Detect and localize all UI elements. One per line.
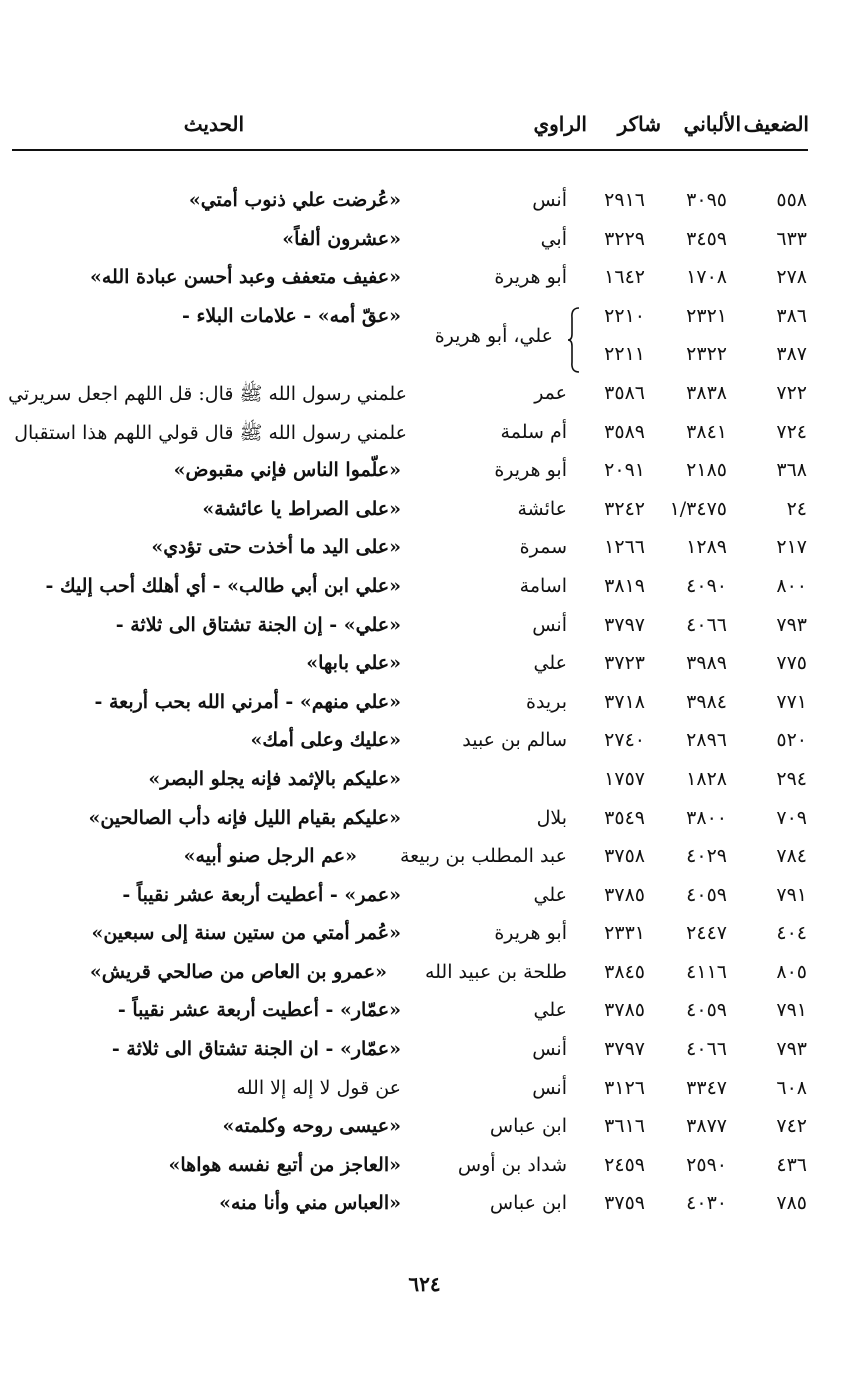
cell-daif: ٤٣٦	[776, 1153, 807, 1176]
cell-hadith: «عمر» - أعطيت أربعة عشر نقيباً -	[122, 883, 401, 906]
cell-hadith: «عليك وعلى أمك»	[250, 729, 401, 752]
cell-rawi: أنس	[532, 1038, 567, 1061]
cell-albani: ١٢٨٩	[686, 536, 727, 559]
cell-rawi: علي	[533, 999, 567, 1022]
cell-daif: ٢٧٨	[776, 266, 807, 289]
cell-shakir: ٣٢٢٩	[604, 227, 645, 250]
cell-shakir: ١٢٦٦	[604, 536, 645, 559]
cell-rawi: أم سلمة	[500, 420, 567, 443]
cell-albani: ٣٨٧٧	[686, 1115, 727, 1138]
cell-daif: ٥٢٠	[776, 729, 807, 752]
cell-albani: ٣٩٨٤	[686, 690, 727, 713]
cell-albani: ٤٠٣٠	[686, 1192, 727, 1215]
cell-daif: ٧٧١	[776, 690, 807, 713]
cell-shakir: ١٦٤٢	[604, 266, 645, 289]
table-row	[0, 1071, 849, 1110]
cell-shakir: ٢٩١٦	[604, 189, 645, 211]
cell-rawi: أبو هريرة	[494, 459, 567, 482]
grouping-brace-icon	[567, 306, 581, 374]
cell-daif: ٥٥٨	[776, 189, 807, 211]
cell-daif: ٢١٧	[776, 536, 807, 559]
table-body	[0, 183, 849, 1225]
table-row	[0, 415, 849, 454]
header-hadith: الحديث	[183, 112, 244, 136]
cell-daif: ٧٢٢	[776, 381, 807, 404]
cell-hadith: عن قول لا إله إلا الله	[236, 1076, 401, 1099]
table-row	[0, 608, 849, 647]
cell-rawi: بريدة	[526, 690, 567, 713]
table-row	[0, 1186, 849, 1225]
cell-albani: ٤٠٦٦	[686, 1038, 727, 1061]
cell-hadith: «عقّ أمه» - علامات البلاء -	[181, 304, 401, 327]
cell-albani: ٢٤٤٧	[686, 922, 727, 945]
cell-albani: ٢٨٩٦	[686, 729, 727, 752]
cell-albani: ٤١١٦	[686, 960, 727, 983]
cell-rawi: عبد المطلب بن ربيعة	[399, 845, 567, 868]
table-row	[0, 260, 849, 299]
cell-hadith: «عُرضت علي ذنوب أمتي»	[188, 189, 401, 211]
table-row	[0, 839, 849, 878]
cell-shakir: ٣٥٨٦	[604, 381, 645, 404]
cell-rawi: أبي	[540, 227, 567, 250]
cell-daif: ٨٠٠	[776, 574, 807, 597]
cell-rawi: أنس	[532, 613, 567, 636]
table-row	[0, 492, 849, 531]
cell-hadith: علمني رسول الله ﷺ قال: قل اللهم اجعل سريرتي	[8, 382, 407, 405]
cell-albani: ٤٠٢٩	[686, 845, 727, 868]
header-shakir: شاكر	[617, 112, 661, 136]
cell-hadith: «عليكم بقيام الليل فإنه دأب الصالحين»	[88, 806, 401, 829]
cell-daif: ٧٢٤	[776, 420, 807, 443]
cell-albani: ١٨٢٨	[686, 767, 727, 790]
cell-albani: ٣٨٣٨	[686, 381, 727, 404]
cell-shakir: ٣٧٨٥	[604, 883, 645, 906]
cell-albani: ٣٩٨٩	[686, 652, 727, 675]
cell-daif: ٧٧٥	[776, 652, 807, 675]
table-row	[0, 183, 849, 222]
cell-albani: ٢١٨٥	[686, 459, 727, 482]
cell-shakir: ٢٢١١	[604, 343, 645, 366]
cell-rawi: ابن عباس	[489, 1115, 567, 1138]
cell-shakir: ٣٥٨٩	[604, 420, 645, 443]
cell-albani: ٤٠٥٩	[686, 883, 727, 906]
cell-hadith: «عمّار» - أعطيت أربعة عشر نقيباً -	[117, 999, 401, 1022]
cell-albani: ٢٥٩٠	[686, 1153, 727, 1176]
cell-hadith: «عفيف متعفف وعبد أحسن عبادة الله»	[89, 266, 401, 289]
cell-daif: ٢٩٤	[776, 767, 807, 790]
table-row	[0, 801, 849, 840]
cell-daif: ٣٦٨	[776, 459, 807, 482]
cell-daif: ٧٠٩	[776, 806, 807, 829]
cell-shakir: ٣٧١٨	[604, 690, 645, 713]
cell-hadith: «عمّار» - ان الجنة تشتاق الى ثلاثة -	[111, 1038, 401, 1061]
cell-hadith: «على اليد ما أخذت حتى تؤدي»	[151, 536, 401, 559]
cell-rawi: طلحة بن عبيد الله	[424, 960, 567, 983]
cell-albani: ٤٠٩٠	[686, 574, 727, 597]
cell-hadith: «علّموا الناس فإني مقبوض»	[173, 459, 401, 482]
cell-hadith: «علي منهم» - أمرني الله بحب أربعة -	[94, 690, 401, 713]
cell-hadith: «علي بابها»	[306, 652, 401, 675]
table-row	[0, 955, 849, 994]
table-row	[0, 685, 849, 724]
cell-shakir: ٢٣٣١	[604, 922, 645, 945]
cell-albani: ٢٣٢٢	[686, 343, 727, 366]
cell-shakir: ٢٧٤٠	[604, 729, 645, 752]
cell-daif: ٦٠٨	[776, 1076, 807, 1099]
cell-hadith: «عشرون ألفاً»	[282, 227, 401, 250]
cell-hadith: «عُمر أمتي من ستين سنة إلى سبعين»	[91, 922, 401, 945]
table-row	[0, 1109, 849, 1148]
cell-albani: ٣٨٠٠	[686, 806, 727, 829]
table-row	[0, 299, 849, 347]
cell-daif: ٧٩٣	[776, 613, 807, 636]
cell-daif: ٧٩١	[776, 883, 807, 906]
table-row	[0, 222, 849, 261]
cell-shakir: ٣٧٢٣	[604, 652, 645, 675]
table-row	[0, 376, 849, 415]
cell-daif: ٧٩٣	[776, 1038, 807, 1061]
table-row	[0, 646, 849, 685]
table-header	[0, 112, 849, 152]
cell-albani: ٢٣٢١	[686, 304, 727, 327]
cell-shakir: ٣٦١٦	[604, 1115, 645, 1138]
cell-shakir: ١٧٥٧	[604, 767, 645, 790]
table-row	[0, 878, 849, 917]
page-number: ٦٢٤	[408, 1272, 441, 1296]
cell-albani: ١/٣٤٧٥	[669, 497, 727, 520]
header-daif: الضعيف	[743, 112, 809, 136]
cell-hadith: «العباس مني وأنا منه»	[219, 1192, 401, 1215]
cell-hadith: «عمرو بن العاص من صالحي قريش»	[89, 960, 387, 983]
cell-daif: ٧٩١	[776, 999, 807, 1022]
cell-albani: ٤٠٦٦	[686, 613, 727, 636]
cell-rawi: عمر	[534, 381, 567, 404]
cell-rawi: سالم بن عبيد	[462, 729, 567, 752]
cell-hadith: «عم الرجل صنو أبيه»	[183, 845, 357, 868]
cell-hadith: «على الصراط يا عائشة»	[202, 497, 401, 520]
cell-shakir: ٣٢٤٢	[604, 497, 645, 520]
cell-daif: ٣٨٧	[776, 343, 807, 366]
cell-hadith: علمني رسول الله ﷺ قال قولي اللهم هذا استقبال	[14, 421, 407, 444]
cell-hadith: «عيسى روحه وكلمته»	[222, 1115, 401, 1138]
cell-albani: ٤٠٥٩	[686, 999, 727, 1022]
header-rawi: الراوي	[533, 112, 587, 136]
cell-shakir: ٣٧٨٥	[604, 999, 645, 1022]
cell-rawi: علي	[533, 883, 567, 906]
cell-daif: ٤٠٤	[776, 922, 807, 945]
table-row	[0, 762, 849, 801]
cell-daif: ٢٤	[786, 497, 807, 520]
cell-rawi: أنس	[532, 1076, 567, 1099]
cell-rawi: سمرة	[519, 536, 567, 559]
cell-albani: ٣٨٤١	[686, 420, 727, 443]
table-row	[0, 723, 849, 762]
cell-rawi: أنس	[532, 189, 567, 211]
header-divider	[12, 149, 808, 151]
cell-albani: ٣٠٩٥	[686, 189, 727, 211]
cell-hadith: «العاجز من أتبع نفسه هواها»	[168, 1153, 401, 1176]
cell-shakir: ٣٧٥٩	[604, 1192, 645, 1215]
cell-shakir: ٢٤٥٩	[604, 1153, 645, 1176]
cell-rawi: بلال	[536, 806, 567, 829]
cell-shakir: ٣١٢٦	[604, 1076, 645, 1099]
table-row	[0, 1148, 849, 1187]
cell-daif: ٣٨٦	[776, 304, 807, 327]
cell-shakir: ٣٧٥٨	[604, 845, 645, 868]
table-row	[0, 569, 849, 608]
table-row	[0, 1032, 849, 1071]
cell-rawi: شداد بن أوس	[457, 1153, 567, 1176]
table-row	[0, 916, 849, 955]
cell-rawi: أبو هريرة	[494, 922, 567, 945]
cell-shakir: ٣٥٤٩	[604, 806, 645, 829]
cell-shakir: ٣٨٤٥	[604, 960, 645, 983]
cell-albani: ١٧٠٨	[686, 266, 727, 289]
cell-shakir: ٢٢١٠	[604, 304, 645, 327]
cell-daif: ٦٣٣	[776, 227, 807, 250]
cell-albani: ٣٤٥٩	[686, 227, 727, 250]
cell-daif: ٧٨٤	[776, 845, 807, 868]
cell-rawi: ابن عباس	[489, 1192, 567, 1215]
cell-hadith: «علي» - إن الجنة تشتاق الى ثلاثة -	[115, 613, 401, 636]
cell-rawi: علي، أبو هريرة	[434, 324, 553, 347]
cell-rawi: علي	[533, 652, 567, 675]
cell-hadith: «عليكم بالإثمد فإنه يجلو البصر»	[148, 767, 401, 790]
table-row	[0, 453, 849, 492]
cell-albani: ٣٣٤٧	[686, 1076, 727, 1099]
cell-shakir: ٣٧٩٧	[604, 1038, 645, 1061]
cell-daif: ٧٨٥	[776, 1192, 807, 1215]
table-row	[0, 530, 849, 569]
cell-rawi: عائشة	[517, 497, 567, 520]
cell-shakir: ٢٠٩١	[604, 459, 645, 482]
cell-hadith: «علي ابن أبي طالب» - أي أهلك أحب إليك -	[45, 574, 401, 597]
cell-shakir: ٣٨١٩	[604, 574, 645, 597]
header-albani: الألباني	[683, 112, 741, 136]
cell-daif: ٧٤٢	[776, 1115, 807, 1138]
cell-rawi: اسامة	[519, 574, 567, 597]
cell-rawi: أبو هريرة	[494, 266, 567, 289]
cell-daif: ٨٠٥	[776, 960, 807, 983]
table-row	[0, 993, 849, 1032]
table-row	[0, 337, 849, 376]
cell-shakir: ٣٧٩٧	[604, 613, 645, 636]
